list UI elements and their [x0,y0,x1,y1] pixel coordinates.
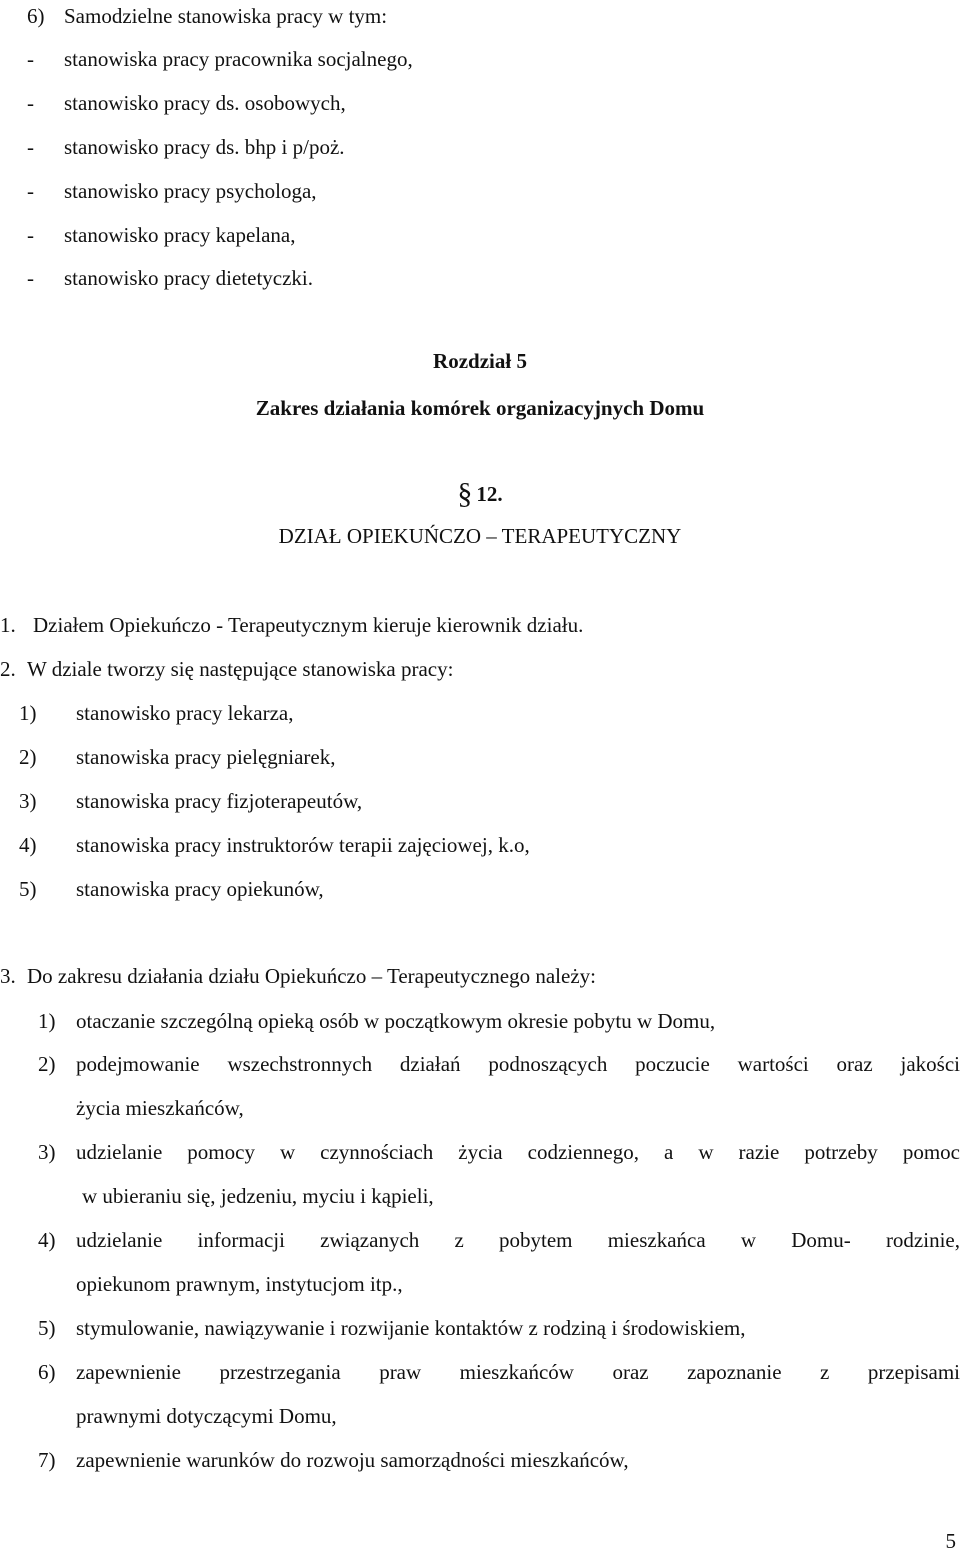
list-dash: - [27,135,34,159]
list6-title: Samodzielne stanowiska pracy w tym: [64,4,388,28]
section-heading [0,479,960,509]
para1-number: 1. [0,613,16,637]
para3-text: Do zakresu działania działu Opiekuńczo – Terapeutycznego należy: [27,964,596,988]
list-item-number: 4) [38,1228,56,1252]
list-item-continuation: opiekunom prawnym, instytucjom itp., [76,1272,403,1296]
list-item: stanowisko pracy dietetyczki. [64,266,314,290]
list-item: stanowiska pracy fizjoterapeutów, [76,789,363,813]
list-dash: - [27,47,34,71]
list-dash: - [27,266,34,290]
list-item: stanowisko pracy ds. osobowych, [64,91,346,115]
chapter-title: Rozdział 5 [433,349,527,373]
para2-text: W dziale tworzy się następujące stanowiska pracy: [27,657,454,681]
list-item: podejmowanie wszechstronnych działań podnoszących poczucie wartości oraz jakości [76,1052,960,1076]
list-item: stanowiska pracy instruktorów terapii zajęciowej, k.o, [76,833,530,857]
list6-number: 6) [27,4,45,28]
para2-number: 2. [0,657,16,681]
list-item-number: 6) [38,1360,56,1384]
list-item-number: 4) [19,833,37,857]
list-item: udzielanie pomocy w czynnościach życia codziennego, a w razie potrzeby pomoc [76,1140,960,1164]
list-item-number: 1) [19,701,37,725]
list-item: zapewnienie warunków do rozwoju samorządności mieszkańców, [76,1448,629,1472]
list-dash: - [27,91,34,115]
list-item-number: 7) [38,1448,56,1472]
list-item: stanowiska pracy pracownika socjalnego, [64,47,413,71]
list-item-number: 3) [38,1140,56,1164]
list-item: stanowiska pracy pielęgniarek, [76,745,336,769]
section-name: DZIAŁ OPIEKUŃCZO – TERAPEUTYCZNY [278,524,682,548]
list-item: stanowisko pracy kapelana, [64,223,296,247]
list-item-number: 2) [19,745,37,769]
chapter-subtitle: Zakres działania komórek organizacyjnych Domu [255,396,705,420]
list-item: zapewnienie przestrzegania praw mieszkańców oraz zapoznanie z przepisami [76,1360,960,1384]
page-number: 5 [945,1529,956,1553]
para3-number: 3. [0,964,16,988]
list-item: stanowisko pracy lekarza, [76,701,294,725]
section-symbol: § [457,477,473,510]
list-item-number: 3) [19,789,37,813]
para1-text: Działem Opiekuńczo - Terapeutycznym kieruje kierownik działu. [33,613,584,637]
list-item: stanowisko pracy psychologa, [64,179,317,203]
list-item-number: 5) [19,877,37,901]
list-item-continuation: w ubieraniu się, jedzeniu, myciu i kąpieli, [82,1184,434,1208]
list-item-number: 2) [38,1052,56,1076]
section-number: 12. [476,482,503,506]
list-item-continuation: życia mieszkańców, [76,1096,244,1120]
list-item: udzielanie informacji związanych z pobytem mieszkańca w Domu- rodzinie, [76,1228,960,1252]
list-item: stanowiska pracy opiekunów, [76,877,324,901]
list-dash: - [27,223,34,247]
list-dash: - [27,179,34,203]
list-item: stymulowanie, nawiązywanie i rozwijanie kontaktów z rodziną i środowiskiem, [76,1316,746,1340]
list-item-number: 5) [38,1316,56,1340]
list-item-continuation: prawnymi dotyczącymi Domu, [76,1404,337,1428]
list-item-number: 1) [38,1009,56,1033]
list-item: otaczanie szczególną opieką osób w początkowym okresie pobytu w Domu, [76,1009,716,1033]
list-item: stanowisko pracy ds. bhp i p/poż. [64,135,345,159]
